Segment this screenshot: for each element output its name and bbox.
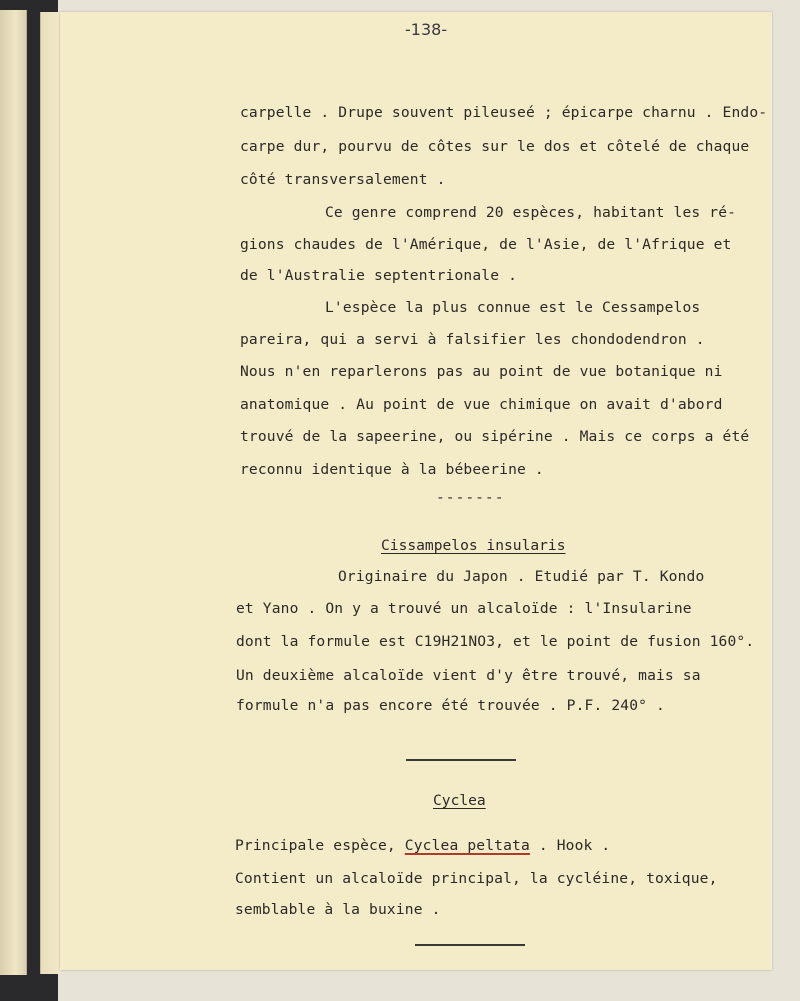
text-line: Un deuxième alcaloïde vient d'y être trouvé, mais sa xyxy=(236,667,701,684)
page-number: -138- xyxy=(405,20,448,39)
text-line: Contient un alcaloïde principal, la cycléine, toxique, xyxy=(235,870,718,887)
section-rule xyxy=(406,759,516,761)
text-line: de l'Australie septentrionale . xyxy=(240,267,518,284)
section-heading: Cyclea xyxy=(433,792,486,809)
text-line: reconnu identique à la bébeerine . xyxy=(240,461,544,478)
text-line: Originaire du Japon . Etudié par T. Kondo xyxy=(338,568,705,585)
section-heading: Cissampelos insularis xyxy=(381,537,566,554)
text-line: Nous n'en reparlerons pas au point de vue botanique ni xyxy=(240,363,723,380)
text-line: formule n'a pas encore été trouvée . P.F. 240° . xyxy=(236,697,665,714)
text-line: carpe dur, pourvu de côtes sur le dos et côtelé de chaque xyxy=(240,138,750,155)
text-line: anatomique . Au point de vue chimique on avait d'abord xyxy=(240,396,723,413)
text-line: semblable à la buxine . xyxy=(235,901,441,918)
page-edge xyxy=(40,12,61,974)
text-line: dont la formule est C19H21NO3, et le point de fusion 160°. xyxy=(236,633,755,650)
section-rule xyxy=(415,944,525,946)
document-page xyxy=(60,12,772,970)
text-line: côté transversalement . xyxy=(240,171,446,188)
text-fragment: Principale espèce, xyxy=(235,837,405,854)
species-name: Cyclea peltata xyxy=(404,837,530,854)
text-line: carpelle . Drupe souvent pileuseé ; épicarpe charnu . Endo- xyxy=(240,104,768,121)
text-line: et Yano . On y a trouvé un alcaloïde : l'Insularine xyxy=(236,600,692,617)
text-line: gions chaudes de l'Amérique, de l'Asie, de l'Afrique et xyxy=(240,236,732,253)
text-line xyxy=(235,837,610,854)
text-line: trouvé de la sapeerine, ou sipérine . Mais ce corps a été xyxy=(240,428,750,445)
text-line: Ce genre comprend 20 espèces, habitant les ré- xyxy=(325,204,737,221)
text-fragment: . Hook . xyxy=(529,837,611,854)
section-divider: ------- xyxy=(436,489,505,506)
previous-page-edge xyxy=(0,10,27,975)
text-line: pareira, qui a servi à falsifier les chondodendron . xyxy=(240,331,705,348)
text-line: L'espèce la plus connue est le Cessampelos xyxy=(325,299,701,316)
